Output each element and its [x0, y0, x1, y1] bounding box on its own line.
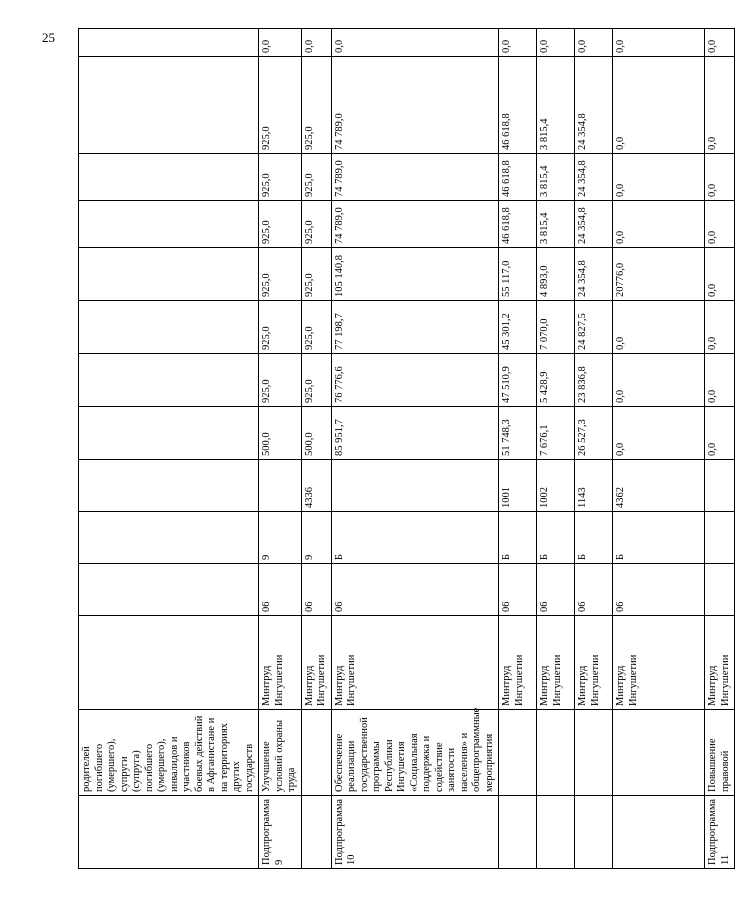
table-cell-col9: 0,0: [613, 301, 705, 354]
table-cell-col14: 0,0: [331, 29, 499, 57]
table-cell-col7: 0,0: [705, 407, 735, 460]
table-cell-col13: 925,0: [259, 57, 302, 154]
table-cell-col6: [705, 460, 735, 512]
table-cell-col13: [79, 57, 259, 154]
table-cell-col11: 0,0: [613, 201, 705, 248]
table-cell-col12: 0,0: [613, 154, 705, 201]
table-cell-col6: 4336: [301, 460, 331, 512]
table-cell-col10: 925,0: [301, 248, 331, 301]
table-cell-col1: [301, 796, 331, 869]
table-cell-col12: 3 815,4: [537, 154, 575, 201]
table-cell-col12: 24 354,8: [575, 154, 613, 201]
table-cell-col7: 85 951,7: [331, 407, 499, 460]
table-cell-col13: 46 618,8: [499, 57, 537, 154]
table-cell-col5: Б: [613, 512, 705, 564]
table-cell-col1: [575, 796, 613, 869]
table-cell-col8: 0,0: [705, 354, 735, 407]
table-cell-col14: 0,0: [575, 29, 613, 57]
table-cell-col2: [499, 710, 537, 796]
table-cell-col7: 51 748,3: [499, 407, 537, 460]
table-row: [575, 29, 613, 869]
table-cell-col9: 925,0: [301, 301, 331, 354]
table-cell-col13: 0,0: [705, 57, 735, 154]
table-cell-col10: 4 893,0: [537, 248, 575, 301]
table-cell-col11: 0,0: [705, 201, 735, 248]
table-cell-col8: 76 776,6: [331, 354, 499, 407]
table-cell-col4: 06: [537, 564, 575, 616]
table-cell-col9: 24 827,5: [575, 301, 613, 354]
table-cell-col8: 0,0: [613, 354, 705, 407]
table-cell-col2: [575, 710, 613, 796]
table-cell-col4: [79, 564, 259, 616]
table-cell-col5: [705, 512, 735, 564]
table-cell-col10: 105 140,8: [331, 248, 499, 301]
table-cell-col6: [331, 460, 499, 512]
table-cell-col13: 24 354,8: [575, 57, 613, 154]
table-cell-col8: 47 510,9: [499, 354, 537, 407]
table-cell-col11: 925,0: [259, 201, 302, 248]
table-cell-col14: 0,0: [499, 29, 537, 57]
table-cell-col10: 20776,0: [613, 248, 705, 301]
table-cell-col11: 74 789,0: [331, 201, 499, 248]
table-cell-col2: Повышение правовой: [705, 710, 735, 796]
table-row: [537, 29, 575, 869]
table-cell-col4: [705, 564, 735, 616]
table-cell-col14: 0,0: [705, 29, 735, 57]
table-cell-col11: [79, 201, 259, 248]
table-cell-col3: Минтруд Ингушетии: [705, 616, 735, 710]
table-cell-col7: [79, 407, 259, 460]
table-cell-col7: 0,0: [613, 407, 705, 460]
table-cell-col6: [79, 460, 259, 512]
table-cell-col9: 925,0: [259, 301, 302, 354]
table-cell-col10: [79, 248, 259, 301]
table-cell-col14: 0,0: [613, 29, 705, 57]
table-cell-col1: [499, 796, 537, 869]
table-cell-col4: 06: [499, 564, 537, 616]
page-number: 25: [42, 30, 55, 45]
table-cell-col2: родителей погибшего (умершего), супруги (супруга) погибшего (умершего), инвалидов и участников боевых действий в Афганистане и на территориях других государств: [79, 710, 259, 796]
table-cell-col12: 925,0: [301, 154, 331, 201]
table-cell-col5: Б: [575, 512, 613, 564]
table-cell-col4: 06: [575, 564, 613, 616]
table-cell-col3: Минтруд Ингушетии: [575, 616, 613, 710]
table-cell-col3: Минтруд Ингушетии: [301, 616, 331, 710]
table-cell-col8: [79, 354, 259, 407]
table-cell-col1: [79, 796, 259, 869]
table-row: [331, 29, 499, 869]
table-row: [259, 29, 302, 869]
table-cell-col13: 0,0: [613, 57, 705, 154]
table-cell-col1: [613, 796, 705, 869]
table-cell-col13: 925,0: [301, 57, 331, 154]
table-cell-col5: Б: [537, 512, 575, 564]
table-cell-col12: 74 789,0: [331, 154, 499, 201]
table-cell-col9: 77 198,7: [331, 301, 499, 354]
table-cell-col14: 0,0: [301, 29, 331, 57]
table-row: [79, 29, 259, 869]
table-cell-col8: 5 428,9: [537, 354, 575, 407]
table-cell-col7: 26 527,3: [575, 407, 613, 460]
table-cell-col11: 24 354,8: [575, 201, 613, 248]
table-cell-col1: Подпрограмма 10: [331, 796, 499, 869]
table-cell-col2: [301, 710, 331, 796]
table-cell-col10: 24 354,8: [575, 248, 613, 301]
table-cell-col6: 1002: [537, 460, 575, 512]
table-cell-col12: 46 618,8: [499, 154, 537, 201]
table-cell-col4: 06: [259, 564, 302, 616]
table-row: [301, 29, 331, 869]
table-cell-col4: 06: [301, 564, 331, 616]
table-cell-col4: 06: [613, 564, 705, 616]
table-cell-col11: 925,0: [301, 201, 331, 248]
table-cell-col12: [79, 154, 259, 201]
table-cell-col7: 7 676,1: [537, 407, 575, 460]
table-cell-col13: 74 789,0: [331, 57, 499, 154]
table-cell-col2: Обеспечение реализации государственной программы Республики Ингушетия «Социальная поддержка и содействие занятости населения» и общепрограммные мероприятия: [331, 710, 499, 796]
table-cell-col2: Улучшение условий охраны труда: [259, 710, 302, 796]
table-cell-col10: 0,0: [705, 248, 735, 301]
table-cell-col8: 925,0: [259, 354, 302, 407]
table-cell-col7: 500,0: [259, 407, 302, 460]
table-cell-col11: 46 618,8: [499, 201, 537, 248]
table-cell-col6: 4362: [613, 460, 705, 512]
table-cell-col6: [259, 460, 302, 512]
table-cell-col11: 3 815,4: [537, 201, 575, 248]
table-row: [705, 29, 735, 869]
table-cell-col8: 23 836,8: [575, 354, 613, 407]
table-cell-col12: 925,0: [259, 154, 302, 201]
table-cell-col2: [613, 710, 705, 796]
table-cell-col3: [79, 616, 259, 710]
table-cell-col1: [537, 796, 575, 869]
table-row: [499, 29, 537, 869]
table-cell-col1: Подпрограмма 11: [705, 796, 735, 869]
table-cell-col3: Минтруд Ингушетии: [499, 616, 537, 710]
table-cell-col9: 0,0: [705, 301, 735, 354]
table-cell-col2: [537, 710, 575, 796]
table-cell-col3: Минтруд Ингушетии: [537, 616, 575, 710]
table-cell-col9: [79, 301, 259, 354]
table-cell-col5: Б: [331, 512, 499, 564]
table-cell-col8: 925,0: [301, 354, 331, 407]
table-row: [613, 29, 705, 869]
table-cell-col10: 55 117,0: [499, 248, 537, 301]
table-cell-col1: Подпрограмма 9: [259, 796, 302, 869]
table-cell-col9: 45 301,2: [499, 301, 537, 354]
table-cell-col14: 0,0: [537, 29, 575, 57]
table-cell-col14: [79, 29, 259, 57]
table-cell-col5: Б: [499, 512, 537, 564]
table-cell-col6: 1143: [575, 460, 613, 512]
table-cell-col9: 7 070,0: [537, 301, 575, 354]
table-cell-col14: 0,0: [259, 29, 302, 57]
table-cell-col3: Минтруд Ингушетии: [331, 616, 499, 710]
table-cell-col5: [79, 512, 259, 564]
table-cell-col7: 500,0: [301, 407, 331, 460]
table-cell-col10: 925,0: [259, 248, 302, 301]
table-cell-col3: Минтруд Ингушетии: [259, 616, 302, 710]
table-cell-col13: 3 815,4: [537, 57, 575, 154]
table-cell-col5: 9: [259, 512, 302, 564]
table-cell-col6: 1001: [499, 460, 537, 512]
table-cell-col4: 06: [331, 564, 499, 616]
rotated-table-container: [78, 29, 731, 869]
table-cell-col5: 9: [301, 512, 331, 564]
table-cell-col3: Минтруд Ингушетии: [613, 616, 705, 710]
table-cell-col12: 0,0: [705, 154, 735, 201]
program-funding-table: [78, 28, 735, 869]
